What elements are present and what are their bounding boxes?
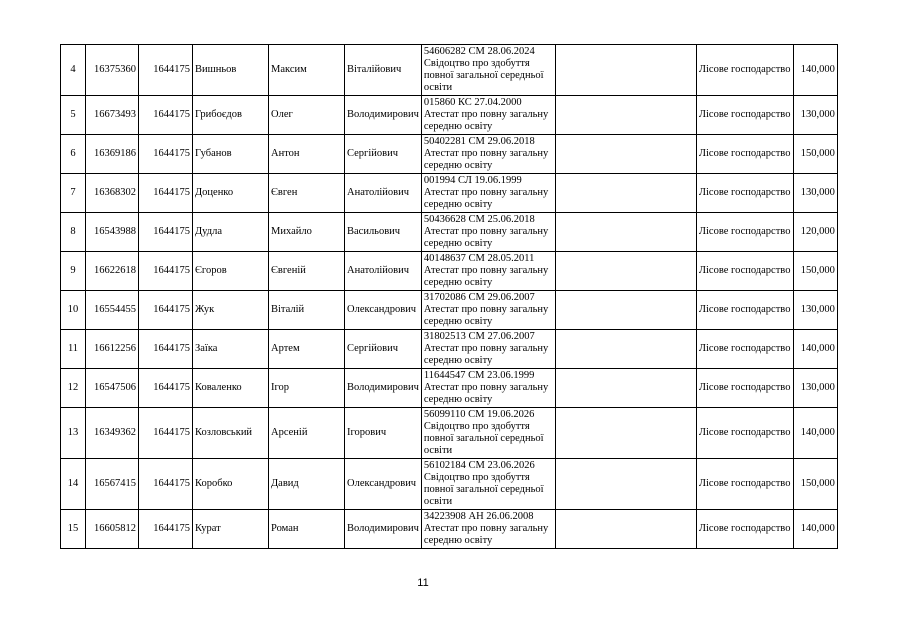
- table-row: [61, 459, 838, 510]
- score: 130,000: [793, 96, 837, 135]
- score: 120,000: [793, 213, 837, 252]
- first-name: Максим: [269, 45, 345, 96]
- applicants-table: [60, 44, 838, 549]
- last-name: Вишньов: [193, 45, 269, 96]
- table-row: [61, 330, 838, 369]
- row-number: 10: [61, 291, 86, 330]
- note-cell: [555, 252, 696, 291]
- table-row: [61, 291, 838, 330]
- specialty: Лісове господарство: [696, 174, 793, 213]
- last-name: Коваленко: [193, 369, 269, 408]
- page-number: 11: [417, 577, 429, 589]
- table-row: [61, 408, 838, 459]
- note-cell: [555, 408, 696, 459]
- table-row: [61, 369, 838, 408]
- last-name: Коробко: [193, 459, 269, 510]
- education-document: 31702086 СМ 29.06.2007 Атестат про повну загальну середню освіту: [421, 291, 555, 330]
- specialty: Лісове господарство: [696, 369, 793, 408]
- education-document: 40148637 СМ 28.05.2011 Атестат про повну загальну середню освіту: [421, 252, 555, 291]
- program-code: 1644175: [139, 213, 193, 252]
- education-document: 56102184 СМ 23.06.2026 Свідоцтво про здобуття повної загальної середньої освіти: [421, 459, 555, 510]
- specialty: Лісове господарство: [696, 330, 793, 369]
- last-name: Жук: [193, 291, 269, 330]
- row-number: 15: [61, 510, 86, 549]
- specialty: Лісове господарство: [696, 96, 793, 135]
- specialty: Лісове господарство: [696, 510, 793, 549]
- patronymic: Олександрович: [345, 459, 422, 510]
- applicant-id: 16547506: [86, 369, 139, 408]
- last-name: Губанов: [193, 135, 269, 174]
- patronymic: Олександрович: [345, 291, 422, 330]
- row-number: 11: [61, 330, 86, 369]
- patronymic: Віталійович: [345, 45, 422, 96]
- first-name: Михайло: [269, 213, 345, 252]
- program-code: 1644175: [139, 252, 193, 291]
- row-number: 8: [61, 213, 86, 252]
- patronymic: Анатолійович: [345, 174, 422, 213]
- education-document: 50436628 СМ 25.06.2018 Атестат про повну загальну середню освіту: [421, 213, 555, 252]
- table-row: [61, 45, 838, 96]
- applicant-id: 16543988: [86, 213, 139, 252]
- program-code: 1644175: [139, 369, 193, 408]
- first-name: Арсеній: [269, 408, 345, 459]
- patronymic: Володимирович: [345, 96, 422, 135]
- education-document: 015860 КС 27.04.2000 Атестат про повну загальну середню освіту: [421, 96, 555, 135]
- score: 140,000: [793, 510, 837, 549]
- note-cell: [555, 510, 696, 549]
- last-name: Курат: [193, 510, 269, 549]
- specialty: Лісове господарство: [696, 408, 793, 459]
- note-cell: [555, 135, 696, 174]
- score: 130,000: [793, 291, 837, 330]
- program-code: 1644175: [139, 408, 193, 459]
- score: 150,000: [793, 459, 837, 510]
- row-number: 14: [61, 459, 86, 510]
- patronymic: Анатолійович: [345, 252, 422, 291]
- note-cell: [555, 330, 696, 369]
- score: 130,000: [793, 174, 837, 213]
- table-row: [61, 135, 838, 174]
- applicant-id: 16605812: [86, 510, 139, 549]
- last-name: Заїка: [193, 330, 269, 369]
- last-name: Єгоров: [193, 252, 269, 291]
- applicant-id: 16673493: [86, 96, 139, 135]
- note-cell: [555, 213, 696, 252]
- note-cell: [555, 96, 696, 135]
- education-document: 11644547 СМ 23.06.1999 Атестат про повну загальну середню освіту: [421, 369, 555, 408]
- program-code: 1644175: [139, 459, 193, 510]
- applicant-id: 16375360: [86, 45, 139, 96]
- education-document: 31802513 СМ 27.06.2007 Атестат про повну загальну середню освіту: [421, 330, 555, 369]
- first-name: Артем: [269, 330, 345, 369]
- program-code: 1644175: [139, 135, 193, 174]
- patronymic: Володимирович: [345, 369, 422, 408]
- applicant-id: 16622618: [86, 252, 139, 291]
- row-number: 12: [61, 369, 86, 408]
- patronymic: Володимирович: [345, 510, 422, 549]
- specialty: Лісове господарство: [696, 135, 793, 174]
- patronymic: Васильович: [345, 213, 422, 252]
- specialty: Лісове господарство: [696, 45, 793, 96]
- table-body: [61, 45, 838, 549]
- last-name: Дудла: [193, 213, 269, 252]
- score: 150,000: [793, 252, 837, 291]
- first-name: Віталій: [269, 291, 345, 330]
- specialty: Лісове господарство: [696, 213, 793, 252]
- note-cell: [555, 174, 696, 213]
- education-document: 34223908 АН 26.06.2008 Атестат про повну загальну середню освіту: [421, 510, 555, 549]
- score: 150,000: [793, 135, 837, 174]
- patronymic: Сергійович: [345, 135, 422, 174]
- first-name: Ігор: [269, 369, 345, 408]
- applicant-id: 16554455: [86, 291, 139, 330]
- first-name: Роман: [269, 510, 345, 549]
- patronymic: Ігорович: [345, 408, 422, 459]
- education-document: 50402281 СМ 29.06.2018 Атестат про повну загальну середню освіту: [421, 135, 555, 174]
- score: 140,000: [793, 45, 837, 96]
- specialty: Лісове господарство: [696, 252, 793, 291]
- score: 140,000: [793, 330, 837, 369]
- first-name: Євген: [269, 174, 345, 213]
- row-number: 13: [61, 408, 86, 459]
- program-code: 1644175: [139, 330, 193, 369]
- row-number: 6: [61, 135, 86, 174]
- program-code: 1644175: [139, 510, 193, 549]
- program-code: 1644175: [139, 96, 193, 135]
- table-row: [61, 213, 838, 252]
- first-name: Олег: [269, 96, 345, 135]
- last-name: Доценко: [193, 174, 269, 213]
- applicant-id: 16349362: [86, 408, 139, 459]
- applicant-id: 16612256: [86, 330, 139, 369]
- table-row: [61, 252, 838, 291]
- first-name: Євгеній: [269, 252, 345, 291]
- table-row: [61, 510, 838, 549]
- note-cell: [555, 459, 696, 510]
- first-name: Давид: [269, 459, 345, 510]
- note-cell: [555, 45, 696, 96]
- score: 140,000: [793, 408, 837, 459]
- row-number: 7: [61, 174, 86, 213]
- program-code: 1644175: [139, 291, 193, 330]
- row-number: 9: [61, 252, 86, 291]
- program-code: 1644175: [139, 45, 193, 96]
- note-cell: [555, 369, 696, 408]
- education-document: 54606282 СМ 28.06.2024 Свідоцтво про здобуття повної загальної середньої освіти: [421, 45, 555, 96]
- last-name: Козловський: [193, 408, 269, 459]
- specialty: Лісове господарство: [696, 459, 793, 510]
- applicant-id: 16369186: [86, 135, 139, 174]
- last-name: Грибоєдов: [193, 96, 269, 135]
- row-number: 5: [61, 96, 86, 135]
- education-document: 001994 СЛ 19.06.1999 Атестат про повну загальну середню освіту: [421, 174, 555, 213]
- first-name: Антон: [269, 135, 345, 174]
- row-number: 4: [61, 45, 86, 96]
- specialty: Лісове господарство: [696, 291, 793, 330]
- note-cell: [555, 291, 696, 330]
- table-row: [61, 174, 838, 213]
- program-code: 1644175: [139, 174, 193, 213]
- patronymic: Сергійович: [345, 330, 422, 369]
- education-document: 56099110 СМ 19.06.2026 Свідоцтво про здобуття повної загальної середньої освіти: [421, 408, 555, 459]
- score: 130,000: [793, 369, 837, 408]
- applicant-id: 16567415: [86, 459, 139, 510]
- table-row: [61, 96, 838, 135]
- applicant-id: 16368302: [86, 174, 139, 213]
